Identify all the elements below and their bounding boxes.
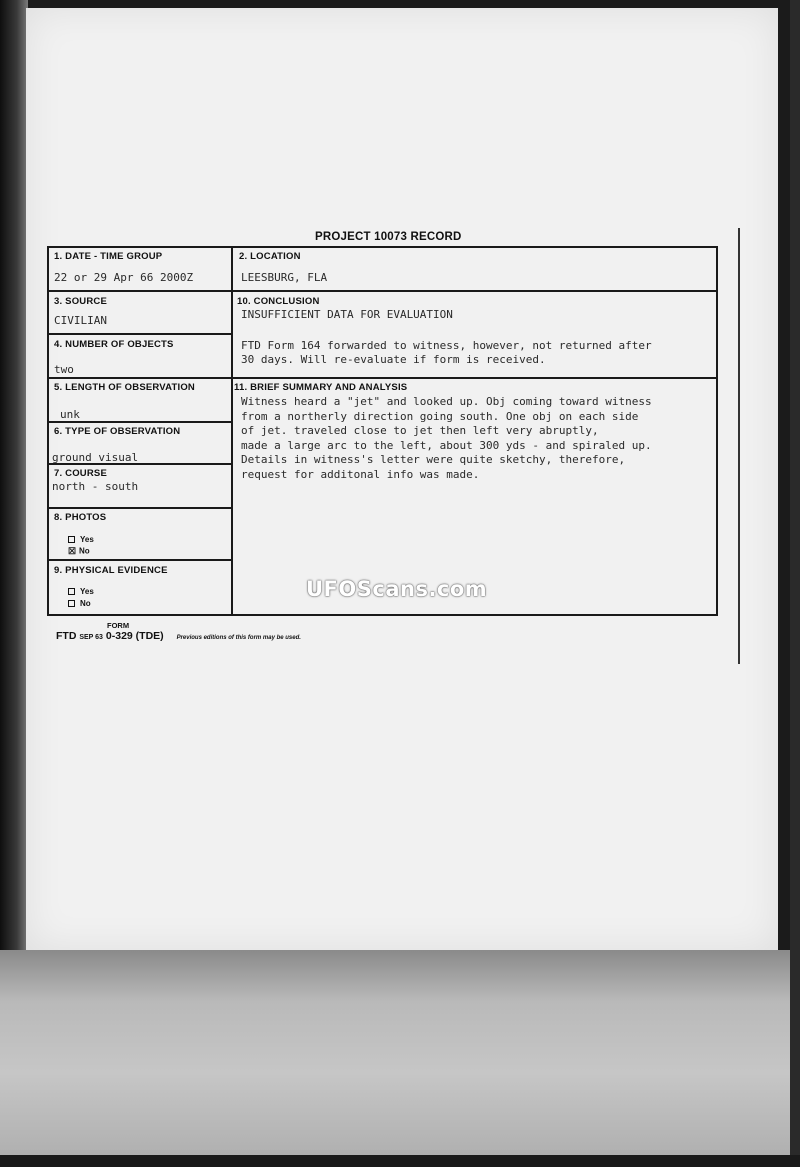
checkbox-icon [68,588,75,595]
conclusion-value: INSUFFICIENT DATA FOR EVALUATION [241,308,453,321]
footer-previous-editions: Previous editions of this form may be used. [176,635,301,641]
form-footer [56,630,301,642]
lower-sheet [0,950,790,1155]
scan-left-edge [0,0,28,960]
source-value: CIVILIAN [54,314,107,327]
scan-bottom-edge [0,1155,800,1167]
page-title: PROJECT 10073 RECORD [315,231,462,243]
footer-date: SEP 63 [79,634,103,641]
footer-form-number: 0-329 (TDE) [105,630,164,642]
photos-yes-option: Yes [68,535,94,544]
row-divider [47,507,233,509]
summary-line: Details in witness's letter were quite sketchy, therefore, [241,453,626,467]
summary-line: from a northerly direction going south. One obj on each side [241,409,639,423]
location-label: 2. LOCATION [239,251,301,262]
row-divider [47,559,233,561]
date-time-label: 1. DATE - TIME GROUP [54,251,163,262]
row-divider [47,333,233,335]
length-of-observation-label: 5. LENGTH OF OBSERVATION [54,382,195,393]
scan-right-edge [790,0,800,1167]
source-label: 3. SOURCE [54,296,108,307]
course-value: north - south [52,480,139,493]
checked-box-icon: ☒ [68,546,77,556]
summary-line: made a large arc to the left, about 300 yds - and spiraled up. [241,438,652,452]
conclusion-note: 30 days. Will re-evaluate if form is received. [241,353,546,366]
date-time-value: 22 or 29 Apr 66 2000Z [54,271,194,284]
physical-yes-option: Yes [68,587,94,596]
footer-ftd: FTD [56,630,77,642]
row-divider [47,290,718,292]
course-label: 7. COURSE [54,468,108,479]
form-column-divider [231,246,233,616]
number-of-objects-value: two [54,363,74,376]
footer-form-word: FORM [107,621,130,630]
summary-text [241,395,711,483]
photos-no-option: ☒ No [68,546,90,556]
type-of-observation-value: ground visual [52,451,139,464]
physical-evidence-label: 9. PHYSICAL EVIDENCE [54,565,168,576]
conclusion-note: FTD Form 164 forwarded to witness, however, not returned after [241,339,652,352]
number-of-objects-label: 4. NUMBER OF OBJECTS [54,339,174,350]
length-of-observation-value: unk [60,408,80,421]
photos-label: 8. PHOTOS [54,512,107,523]
summary-label: 11. BRIEF SUMMARY AND ANALYSIS [234,382,408,393]
margin-line [738,228,740,664]
summary-line: of jet. traveled close to jet then left very abruptly, [241,424,599,438]
row-divider [47,421,233,423]
watermark: UFOScans.com [306,577,488,601]
checkbox-icon [68,600,75,607]
summary-line: request for additonal info was made. [241,467,480,481]
conclusion-label: 10. CONCLUSION [237,296,320,307]
summary-line: Witness heard a "jet" and looked up. Obj coming toward witness [241,395,652,408]
physical-no-option: No [68,599,91,608]
type-of-observation-label: 6. TYPE OF OBSERVATION [54,426,181,437]
checkbox-icon [68,536,75,543]
row-divider [47,377,718,379]
location-value: LEESBURG, FLA [241,271,328,284]
